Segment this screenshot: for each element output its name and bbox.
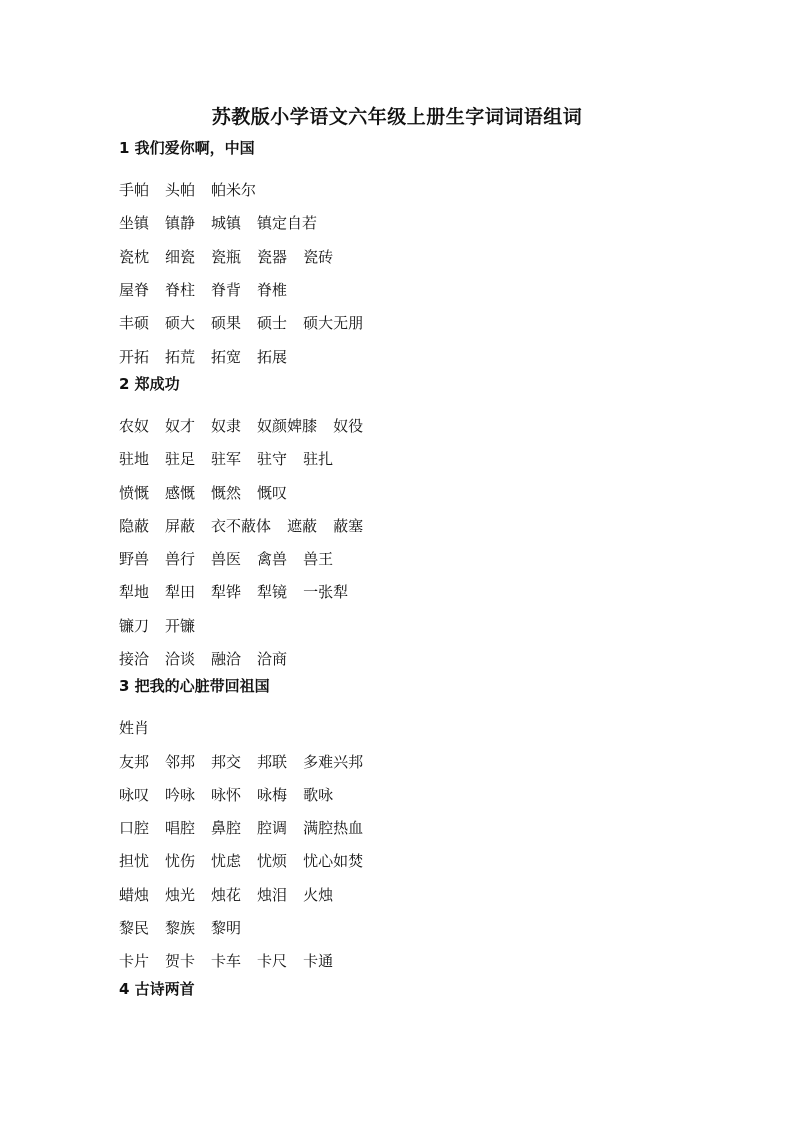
word-row [119,542,719,575]
vocab-word: 黎民 [119,919,150,938]
vocab-word: 拓展 [257,347,288,366]
vocab-word: 蜡烛 [119,885,150,904]
vocab-word: 犁铧 [211,583,242,602]
vocab-word: 屏蔽 [165,516,196,535]
document-content [119,137,719,1000]
word-row [119,911,719,944]
vocab-word: 硕大无朋 [303,314,364,333]
vocab-word: 瓷枕 [119,247,150,266]
vocab-word: 丰硕 [119,314,150,333]
vocab-word: 硕士 [257,314,288,333]
vocab-word: 驻军 [211,450,242,469]
vocab-word: 烛光 [165,885,196,904]
vocab-word: 接洽 [119,650,150,668]
vocab-word: 奴役 [333,416,364,435]
vocab-word: 友邦 [119,752,150,771]
vocab-word: 衣不蔽体 [211,516,272,535]
word-row [119,778,719,811]
vocab-word: 贺卡 [165,952,196,971]
vocab-word: 慨然 [211,483,242,502]
vocab-word: 卡车 [211,952,242,971]
vocab-word: 忧心如焚 [303,852,364,871]
vocab-word: 开镰 [165,616,196,635]
vocab-word: 邦交 [211,752,242,771]
vocab-word: 愤慨 [119,483,150,502]
vocab-word: 烛花 [211,885,242,904]
vocab-word: 担忧 [119,852,150,871]
vocab-word: 卡尺 [257,952,288,971]
vocab-word: 驻地 [119,450,150,469]
vocab-word: 驻扎 [303,450,334,469]
word-row [119,609,719,642]
document-title: 苏教版小学语文六年级上册生字词词语组词 [211,106,583,128]
vocab-word: 驻守 [257,450,288,469]
vocab-word: 硕大 [165,314,196,333]
vocab-word: 感慨 [165,483,196,502]
vocab-word: 邻邦 [165,752,196,771]
vocab-word: 姓肖 [119,719,150,738]
vocab-word: 融洽 [211,650,242,668]
vocab-word: 犁地 [119,583,150,602]
vocab-word: 咏怀 [211,785,242,804]
vocab-word: 口腔 [119,819,150,838]
section-heading: 4 古诗两首 [119,979,195,998]
vocab-word: 邦联 [257,752,288,771]
vocab-word: 卡通 [303,952,334,971]
word-row [119,173,719,206]
vocab-word: 坐镇 [119,214,150,233]
vocab-word: 忧伤 [165,852,196,871]
word-row [119,273,719,306]
vocab-word: 开拓 [119,347,150,366]
vocab-word: 吟咏 [165,785,196,804]
vocab-word: 兽行 [165,550,196,569]
vocab-word: 唱腔 [165,819,196,838]
word-row [119,442,719,475]
vocab-word: 多难兴邦 [303,752,364,771]
vocab-word: 慨叹 [257,483,288,502]
vocab-word: 忧烦 [257,852,288,871]
vocab-word: 细瓷 [165,247,196,266]
word-row [119,575,719,608]
vocab-word: 拓宽 [211,347,242,366]
vocab-word: 鼻腔 [211,819,242,838]
vocab-word: 硕果 [211,314,242,333]
vocab-word: 脊背 [211,281,242,300]
word-row [119,811,719,844]
vocab-word: 脊椎 [257,281,288,300]
vocab-word: 腔调 [257,819,288,838]
vocab-word: 咏叹 [119,785,150,804]
vocab-word: 瓷瓶 [211,247,242,266]
vocab-word: 黎明 [211,919,242,938]
vocab-word: 帕米尔 [211,181,257,200]
vocab-word: 瓷砖 [303,247,334,266]
word-row [119,878,719,911]
vocab-word: 隐蔽 [119,516,150,535]
vocab-word: 奴才 [165,416,196,435]
vocab-word: 屋脊 [119,281,150,300]
vocab-word: 歌咏 [303,785,334,804]
word-row [119,744,719,777]
vocab-word: 黎族 [165,919,196,938]
vocab-word: 洽谈 [165,650,196,668]
word-row [119,409,719,442]
vocab-word: 镇静 [165,214,196,233]
vocab-word: 兽医 [211,550,242,569]
section-heading: 1 我们爱你啊，中国 [119,139,255,157]
vocab-word: 头帕 [165,181,196,200]
word-row [119,642,719,675]
vocab-word: 镰刀 [119,616,150,635]
vocab-word: 咏梅 [257,785,288,804]
word-row [119,711,719,744]
vocab-word: 野兽 [119,550,150,569]
word-row [119,240,719,273]
word-row [119,944,719,977]
word-row [119,206,719,239]
word-row [119,509,719,542]
vocab-word: 镇定自若 [257,214,318,233]
section-heading: 3 把我的心脏带回祖国 [119,677,270,696]
vocab-word: 脊柱 [165,281,196,300]
vocab-word: 手帕 [119,181,150,200]
vocab-word: 蔽塞 [333,516,364,535]
vocab-word: 一张犁 [303,583,349,602]
word-row [119,475,719,508]
vocab-word: 禽兽 [257,550,288,569]
word-row [119,339,719,372]
vocab-word: 奴隶 [211,416,242,435]
vocab-word: 农奴 [119,416,150,435]
vocab-word: 洽商 [257,650,288,668]
vocab-word: 犁田 [165,583,196,602]
vocab-word: 奴颜婢膝 [257,416,318,435]
section-heading: 2 郑成功 [119,374,180,393]
word-row [119,306,719,339]
vocab-word: 兽王 [303,550,334,569]
vocab-word: 瓷器 [257,247,288,266]
vocab-word: 烛泪 [257,885,288,904]
vocab-word: 驻足 [165,450,196,469]
vocab-word: 忧虑 [211,852,242,871]
vocab-word: 卡片 [119,952,150,971]
vocab-word: 火烛 [303,885,334,904]
vocab-word: 满腔热血 [303,819,364,838]
vocab-word: 拓荒 [165,347,196,366]
vocab-word: 犁镜 [257,583,288,602]
word-row [119,844,719,877]
vocab-word: 城镇 [211,214,242,233]
vocab-word: 遮蔽 [287,516,318,535]
